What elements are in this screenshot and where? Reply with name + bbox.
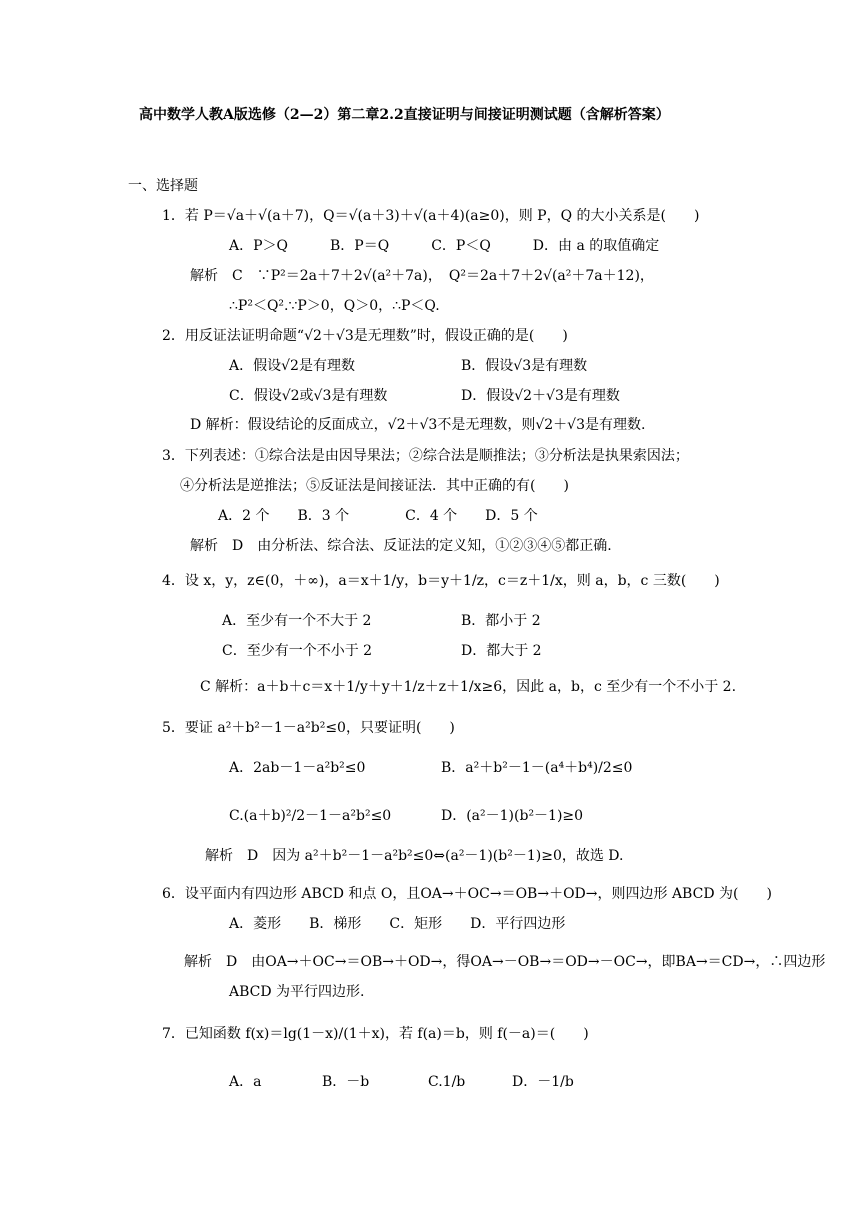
- question-4-option-b: B．都小于 2: [461, 613, 541, 629]
- question-5-analysis: 解析 D 因为 a²＋b²－1－a²b²≤0⇔(a²－1)(b²－1)≥0，故选 D.: [205, 848, 624, 864]
- question-3-stem-line1: 3．下列表述：①综合法是由因导果法；②综合法是顺推法；③分析法是执果索因法；: [162, 448, 689, 464]
- question-1-analysis-line1: 解析 C ∵P²＝2a＋7＋2√(a²＋7a)， Q²＝2a＋7＋2√(a²＋7a＋12)，: [190, 268, 654, 284]
- question-4-option-a: A．至少有一个不大于 2: [222, 613, 372, 629]
- question-1-analysis-line2: ∴P²＜Q².∵P＞0，Q＞0，∴P＜Q.: [229, 298, 440, 314]
- question-4-option-c: C．至少有一个不小于 2: [222, 643, 373, 659]
- question-5-stem: 5．要证 a²＋b²－1－a²b²≤0，只要证明( ): [162, 720, 455, 736]
- question-3-stem-line2: ④分析法是逆推法；⑤反证法是间接证法．其中正确的有( ): [180, 478, 569, 494]
- question-2-option-c: C．假设√2或√3是有理数: [229, 388, 388, 404]
- question-7-stem: 7．已知函数 f(x)＝lg(1－x)/(1＋x)，若 f(a)＝b，则 f(－a)＝( ): [162, 1026, 589, 1042]
- question-2-analysis: D 解析：假设结论的反面成立，√2＋√3不是无理数，则√2＋√3是有理数.: [190, 417, 646, 433]
- question-1-options: A．P＞Q B．P＝Q C．P＜Q D．由 a 的取值确定: [229, 238, 660, 254]
- question-2-stem: 2．用反证法证明命题“√2＋√3是无理数”时，假设正确的是( ): [162, 328, 568, 344]
- question-7-option-a: A．a: [229, 1074, 262, 1090]
- question-4-analysis: C 解析：a＋b＋c＝x＋1/y＋y＋1/z＋z＋1/x≥6，因此 a，b，c 至少有一个不小于 2.: [200, 679, 737, 695]
- question-5-option-b: B．a²＋b²－1－(a⁴＋b⁴)/2≤0: [441, 760, 633, 776]
- question-4-option-d: D．都大于 2: [461, 643, 542, 659]
- question-2-option-b: B．假设√3是有理数: [461, 358, 588, 374]
- question-7-option-b: B．－b: [322, 1074, 370, 1090]
- question-2-option-d: D．假设√2＋√3是有理数: [461, 388, 620, 404]
- question-6-analysis-line2: ABCD 为平行四边形.: [229, 984, 365, 1000]
- page-title: 高中数学人教A版选修（2—2）第二章2.2直接证明与间接证明测试题（含解析答案）: [139, 107, 670, 123]
- question-5-option-c: C.(a＋b)²/2－1－a²b²≤0: [229, 808, 392, 824]
- question-2-option-a: A．假设√2是有理数: [229, 358, 355, 374]
- section-heading: 一、选择题: [128, 178, 198, 194]
- question-5-option-a: A．2ab－1－a²b²≤0: [229, 760, 366, 776]
- question-7-option-d: D．－1/b: [512, 1074, 574, 1090]
- question-3-analysis: 解析 D 由分析法、综合法、反证法的定义知，①②③④⑤都正确.: [190, 538, 612, 554]
- question-6-options: A．菱形 B．梯形 C．矩形 D．平行四边形: [229, 916, 566, 932]
- question-3-options: A．2 个 B．3 个 C．4 个 D．5 个: [218, 508, 538, 524]
- question-6-stem: 6．设平面内有四边形 ABCD 和点 O，且OA→＋OC→＝OB→＋OD→，则四边形 ABCD 为( ): [162, 886, 772, 902]
- question-1-stem: 1．若 P＝√a＋√(a＋7)，Q＝√(a＋3)＋√(a＋4)(a≥0)，则 P，Q 的大小关系是( ): [162, 208, 700, 224]
- question-6-analysis-line1: 解析 D 由OA→＋OC→＝OB→＋OD→，得OA→－OB→＝OD→－OC→，即BA→＝CD→，∴四边形: [184, 954, 826, 970]
- question-4-stem: 4．设 x，y，z∈(0，＋∞)，a＝x＋1/y，b＝y＋1/z，c＝z＋1/x，则 a，b，c 三数( ): [162, 573, 720, 589]
- question-5-option-d: D．(a²－1)(b²－1)≥0: [441, 808, 584, 824]
- question-7-option-c: C.1/b: [428, 1074, 466, 1090]
